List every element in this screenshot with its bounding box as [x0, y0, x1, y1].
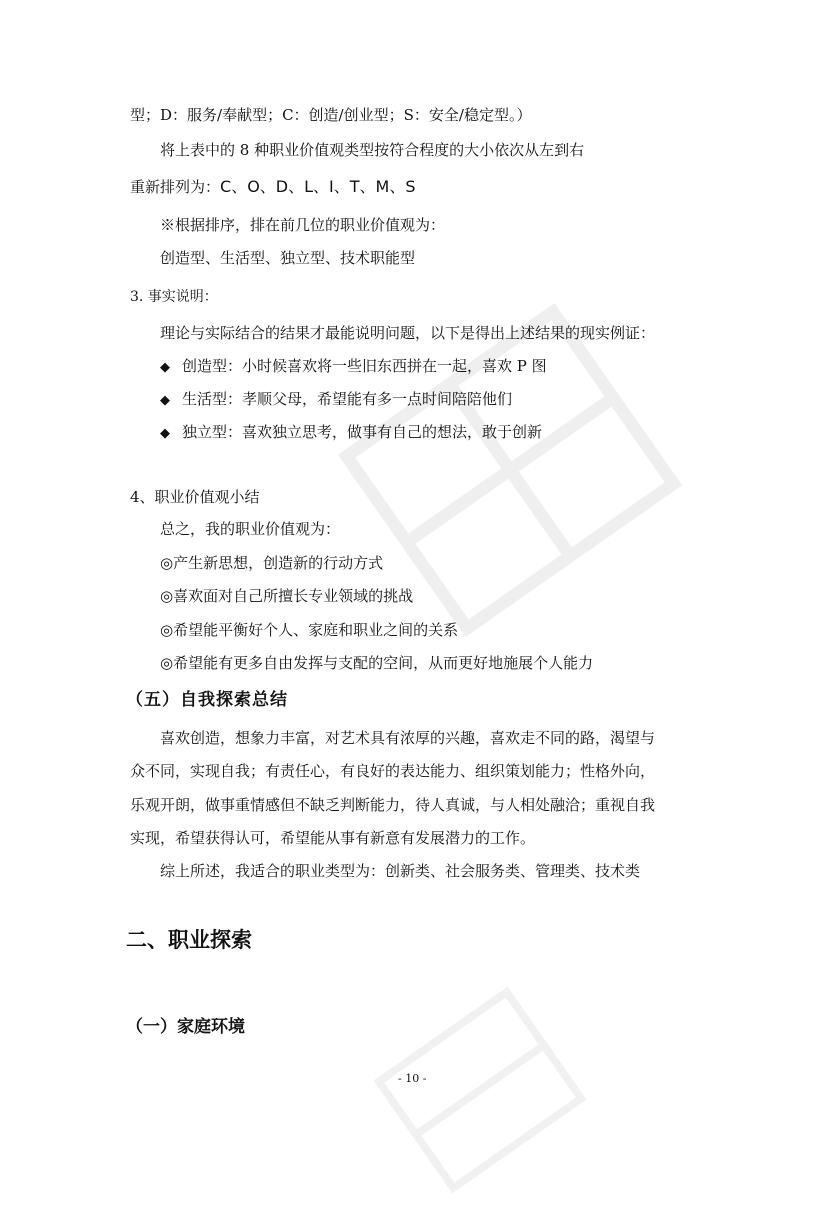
page-number: - 10 -	[398, 1072, 427, 1085]
list-item	[160, 388, 512, 412]
paragraph-line: 众不同，实现自我；有责任心，有良好的表达能力、组织策划能力；性格外向，	[130, 762, 656, 780]
top-values-list: 创造型、生活型、独立型、技术职能型	[160, 249, 416, 267]
ranking-instruction: 将上表中的 8 种职业价值观类型按符合程度的大小依次从左到右	[160, 141, 585, 159]
list-item: ◎喜欢面对自己所擅长专业领域的挑战	[160, 587, 414, 605]
subsection-heading: （一）家庭环境	[126, 1017, 245, 1037]
ranking-result	[130, 176, 415, 198]
paragraph-line: 实现，希望获得认可，希望能从事有新意有发展潜力的工作。	[130, 829, 536, 847]
watermark-logo-icon-bottom	[330, 960, 630, 1220]
summary-intro: 总之，我的职业价值观为：	[160, 520, 341, 538]
paragraph-line: 乐观开朗，做事重情感但不缺乏判断能力，待人真诚，与人相处融洽；重视自我	[130, 796, 656, 814]
ranking-order: C、O、D、L、I、T、M、S	[220, 177, 416, 196]
list-item	[160, 421, 542, 445]
conclusion-line: 综上所述，我适合的职业类型为：创新类、社会服务类、管理类、技术类	[160, 862, 641, 880]
continuation-line: 型；D：服务/奉献型；C：创造/创业型；S：安全/稳定型。）	[130, 106, 532, 124]
list-item: ◎希望能有更多自由发挥与支配的空间，从而更好地施展个人能力	[160, 654, 594, 672]
summary-heading: 4、职业价值观小结	[130, 488, 260, 506]
bullet-text: 生活型：孝顺父母，希望能有多一点时间陪陪他们	[182, 390, 513, 408]
bullet-text: 独立型：喜欢独立思考，做事有自己的想法，敢于创新	[182, 423, 543, 441]
list-item: ◎希望能平衡好个人、家庭和职业之间的关系	[160, 621, 459, 639]
facts-intro: 理论与实际结合的结果才最能说明问题，以下是得出上述结果的现实例证：	[160, 324, 656, 342]
paragraph-line: 喜欢创造，想象力丰富，对艺术具有浓厚的兴趣，喜欢走不同的路，渴望与	[160, 729, 656, 747]
top-values-note: ※根据排序，排在前几位的职业价值观为：	[160, 216, 446, 234]
list-item: ◎产生新思想，创造新的行动方式	[160, 554, 384, 572]
bullet-diamond-icon: ◆	[160, 393, 170, 408]
chapter-heading: 二、职业探索	[126, 928, 252, 952]
facts-heading: 3. 事实说明：	[130, 289, 218, 305]
bullet-text: 创造型：小时候喜欢将一些旧东西拼在一起，喜欢 P 图	[182, 357, 547, 375]
ranking-prefix: 重新排列为：	[130, 178, 221, 196]
bullet-diamond-icon: ◆	[160, 360, 170, 375]
list-item	[160, 355, 547, 379]
bullet-diamond-icon: ◆	[160, 426, 170, 441]
section-heading: （五）自我探索总结	[126, 690, 288, 710]
